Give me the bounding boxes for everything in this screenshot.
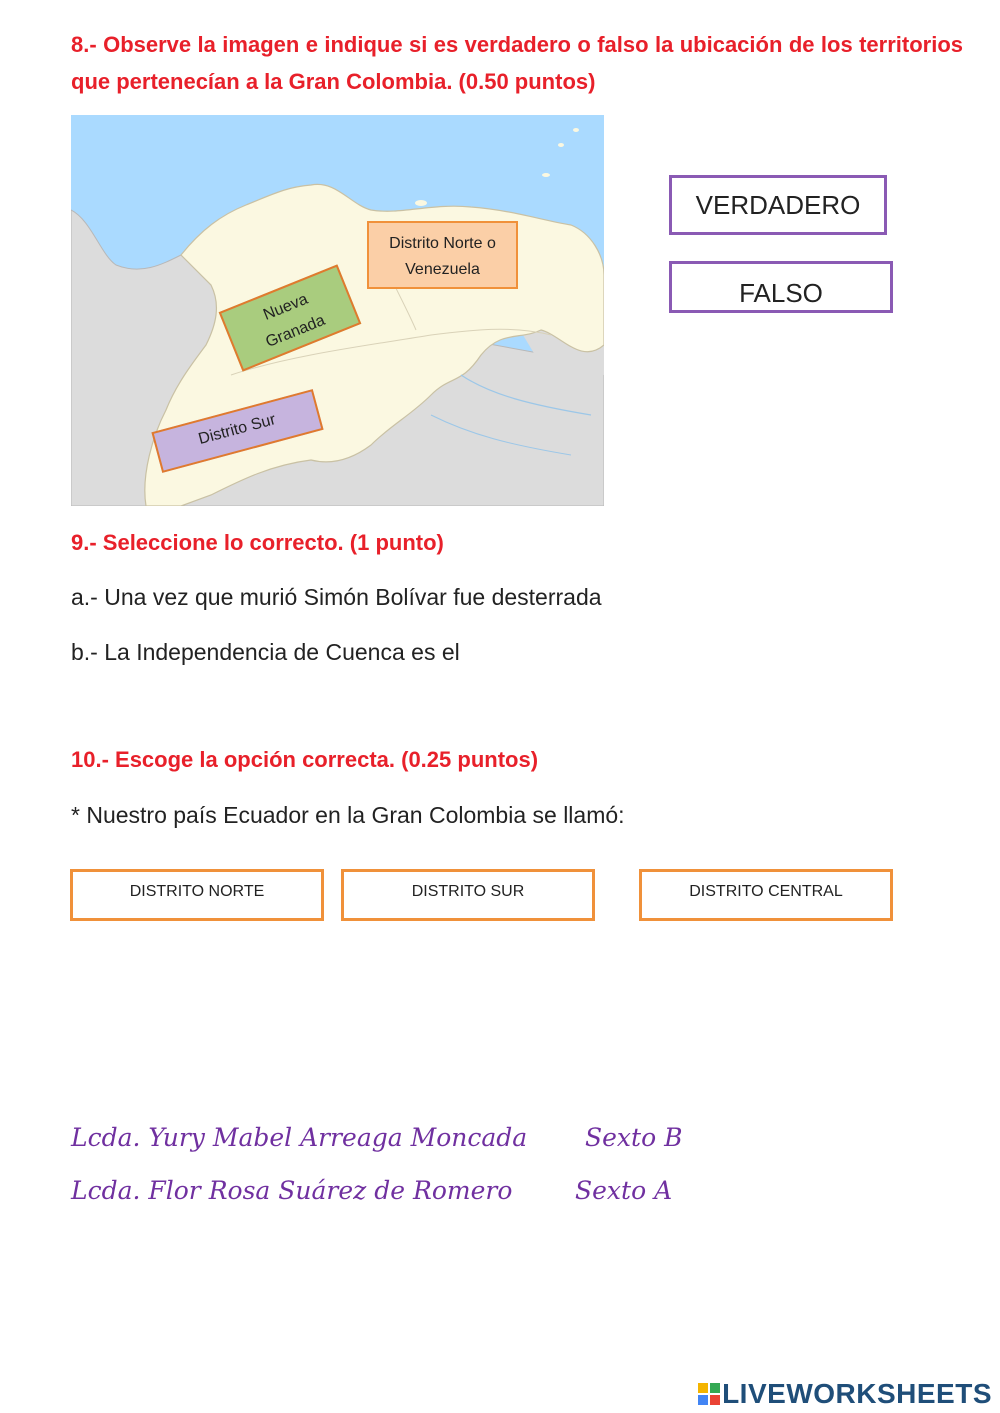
true-option-button[interactable]: VERDADERO — [669, 175, 887, 235]
signature-grade-2: Sexto A — [575, 1176, 673, 1205]
question-10-title: 10.- Escoge la opción correcta. (0.25 puntos) — [71, 747, 539, 772]
liveworksheets-logo-icon — [698, 1383, 720, 1405]
map-label-nueva-granada: Nueva Granada — [219, 264, 362, 371]
option-distrito-norte-button[interactable]: DISTRITO NORTE — [70, 869, 324, 921]
question-9-item-a: a.- Una vez que murió Simón Bolívar fue desterrada — [71, 584, 602, 610]
gran-colombia-map — [71, 115, 604, 506]
map-label-distrito-norte: Distrito Norte o Venezuela — [367, 221, 518, 289]
question-9-title: 9.- Seleccione lo correcto. (1 punto) — [71, 530, 444, 555]
liveworksheets-brand — [698, 1378, 992, 1410]
signature-name-2: Lcda. Flor Rosa Suárez de Romero — [71, 1176, 513, 1205]
option-distrito-sur-button[interactable]: DISTRITO SUR — [341, 869, 595, 921]
map-label-distrito-sur: Distrito Sur — [151, 389, 323, 473]
option-distrito-central-button[interactable]: DISTRITO CENTRAL — [639, 869, 893, 921]
brand-text: LIVEWORKSHEETS — [722, 1378, 992, 1409]
signature-name-1: Lcda. Yury Mabel Arreaga Moncada — [71, 1123, 528, 1152]
signature-grade-1: Sexto B — [585, 1123, 683, 1152]
question-10-prompt: * Nuestro país Ecuador en la Gran Colombia se llamó: — [71, 802, 625, 828]
question-8-title: 8.- Observe la imagen e indique si es verdadero o falso la ubicación de los territorios que pertenecían a la Gran Colombia. (0.50 puntos) — [71, 32, 963, 94]
false-option-button[interactable]: FALSO — [669, 261, 893, 313]
question-9-item-b: b.- La Independencia de Cuenca es el — [71, 639, 460, 665]
